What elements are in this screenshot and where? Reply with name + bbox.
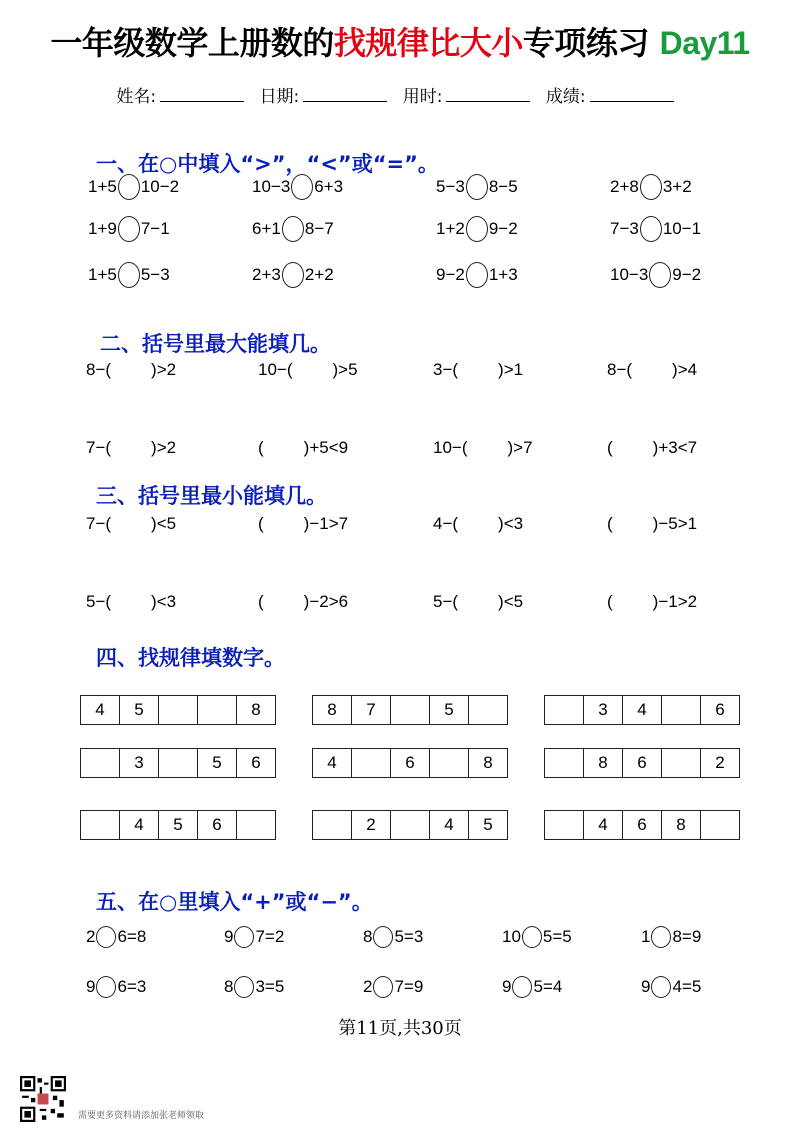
paren-left: 5−( xyxy=(86,592,112,611)
operand-right: 6=3 xyxy=(117,977,147,996)
operator-item xyxy=(86,976,146,998)
title-part3: 专项练习 xyxy=(522,24,660,62)
compare-item xyxy=(88,174,179,200)
date-field[interactable] xyxy=(303,87,387,102)
expr-right: 3+2 xyxy=(662,177,692,196)
paren-right: )<5 xyxy=(151,514,177,533)
paren-right: )>2 xyxy=(151,360,177,379)
blank-box[interactable] xyxy=(544,748,584,778)
compare-item xyxy=(88,216,170,242)
operand-left: 2 xyxy=(363,977,373,996)
expr-left: 1+5 xyxy=(88,265,117,284)
blank-box[interactable] xyxy=(80,810,120,840)
paren-item xyxy=(86,592,176,612)
compare-item xyxy=(436,262,518,288)
expr-right: 7−1 xyxy=(140,219,170,238)
title-part2: 找规律比大小 xyxy=(333,24,523,62)
operand-right: 5=3 xyxy=(394,927,424,946)
blank-box[interactable] xyxy=(351,748,391,778)
paren-item xyxy=(86,360,176,380)
paren-item xyxy=(607,438,697,458)
paren-left: 4−( xyxy=(433,514,459,533)
answer-circle[interactable] xyxy=(466,216,488,242)
number-box: 4 xyxy=(312,748,352,778)
operator-item xyxy=(224,926,284,948)
paren-item xyxy=(433,360,523,380)
expr-right: 9−2 xyxy=(488,219,518,238)
answer-circle[interactable] xyxy=(118,174,140,200)
section1-header: 一、在○中填入“>”，“<”或“=”。 xyxy=(96,152,439,176)
expr-right: 5−3 xyxy=(140,265,170,284)
number-box: 8 xyxy=(236,695,276,725)
answer-circle[interactable] xyxy=(640,216,662,242)
number-box-row xyxy=(544,810,740,840)
operator-item xyxy=(363,926,423,948)
paren-left: 10−( xyxy=(433,438,468,457)
expr-left: 5−3 xyxy=(436,177,465,196)
paren-left: ( xyxy=(258,438,264,457)
operator-circle[interactable] xyxy=(96,926,116,948)
operand-right: 7=9 xyxy=(394,977,424,996)
expr-left: 2+8 xyxy=(610,177,639,196)
paren-item xyxy=(433,514,523,534)
expr-left: 1+5 xyxy=(88,177,117,196)
paren-right: )>2 xyxy=(151,438,177,457)
compare-item xyxy=(436,216,518,242)
compare-item xyxy=(610,216,701,242)
time-label: 用时: xyxy=(402,87,443,107)
operand-left: 8 xyxy=(363,927,373,946)
expr-left: 10−3 xyxy=(610,265,649,284)
operator-item xyxy=(641,926,701,948)
operand-left: 9 xyxy=(641,977,651,996)
number-box: 6 xyxy=(622,748,662,778)
blank-box[interactable] xyxy=(158,748,198,778)
paren-right: )<3 xyxy=(151,592,177,611)
expr-right: 6+3 xyxy=(314,177,344,196)
answer-circle[interactable] xyxy=(466,174,488,200)
expr-left: 1+9 xyxy=(88,219,117,238)
number-box: 6 xyxy=(700,695,740,725)
expr-right: 10−2 xyxy=(140,177,180,196)
operator-item xyxy=(641,976,701,998)
blank-box[interactable] xyxy=(390,810,430,840)
number-box: 6 xyxy=(236,748,276,778)
paren-item xyxy=(258,592,348,612)
answer-circle[interactable] xyxy=(291,174,313,200)
section3-header: 三、括号里最小能填几。 xyxy=(96,484,327,508)
blank-box[interactable] xyxy=(80,748,120,778)
paren-left: 5−( xyxy=(433,592,459,611)
operator-item xyxy=(224,976,284,998)
qr-code-icon xyxy=(20,1076,66,1122)
paren-item xyxy=(86,514,176,534)
operand-right: 8=9 xyxy=(672,927,702,946)
paren-right: )>7 xyxy=(507,438,533,457)
answer-circle[interactable] xyxy=(640,174,662,200)
number-box-row xyxy=(80,810,276,840)
operand-right: 5=5 xyxy=(542,927,572,946)
name-label: 姓名: xyxy=(116,87,157,107)
operator-circle[interactable] xyxy=(96,976,116,998)
operand-left: 10 xyxy=(502,927,521,946)
compare-item xyxy=(252,262,334,288)
number-box: 5 xyxy=(468,810,508,840)
paren-item xyxy=(258,514,348,534)
answer-circle[interactable] xyxy=(466,262,488,288)
number-box-row xyxy=(80,695,276,725)
number-box: 6 xyxy=(390,748,430,778)
operand-left: 1 xyxy=(641,927,651,946)
expr-left: 1+2 xyxy=(436,219,465,238)
operand-left: 2 xyxy=(86,927,96,946)
number-box: 8 xyxy=(583,748,623,778)
paren-item xyxy=(258,438,348,458)
paren-item xyxy=(86,438,176,458)
paren-right: )<5 xyxy=(498,592,524,611)
operand-right: 7=2 xyxy=(255,927,285,946)
paren-right: )+5<9 xyxy=(303,438,349,457)
paren-right: )+3<7 xyxy=(652,438,698,457)
blank-box[interactable] xyxy=(236,810,276,840)
paren-item xyxy=(607,514,697,534)
operand-left: 9 xyxy=(502,977,512,996)
paren-item xyxy=(433,438,533,458)
expr-right: 9−2 xyxy=(672,265,702,284)
expr-right: 2+2 xyxy=(304,265,334,284)
footer-note: 需要更多资料请添加张老师领取 xyxy=(78,1111,205,1121)
blank-box[interactable] xyxy=(468,695,508,725)
expr-right: 8−7 xyxy=(304,219,334,238)
expr-right: 1+3 xyxy=(488,265,518,284)
number-box-row xyxy=(544,695,740,725)
operand-right: 5=4 xyxy=(533,977,563,996)
compare-item xyxy=(88,262,170,288)
section2-header: 二、括号里最大能填几。 xyxy=(100,332,331,356)
operand-left: 9 xyxy=(224,927,234,946)
blank-box[interactable] xyxy=(429,748,469,778)
score-field[interactable] xyxy=(590,87,674,102)
paren-right: )>1 xyxy=(498,360,524,379)
number-box-row xyxy=(544,748,740,778)
answer-circle[interactable] xyxy=(282,216,304,242)
title-part4: Day11 xyxy=(659,25,750,61)
number-box: 2 xyxy=(351,810,391,840)
operator-circle[interactable] xyxy=(651,926,671,948)
expr-left: 6+1 xyxy=(252,219,281,238)
number-box: 3 xyxy=(583,695,623,725)
number-box: 8 xyxy=(312,695,352,725)
operator-circle[interactable] xyxy=(522,926,542,948)
blank-box[interactable] xyxy=(197,695,237,725)
operator-circle[interactable] xyxy=(651,976,671,998)
number-box: 6 xyxy=(622,810,662,840)
operator-item xyxy=(502,926,572,948)
title-part1: 一年级数学上册数的 xyxy=(50,24,334,62)
operator-item xyxy=(363,976,423,998)
number-box-row xyxy=(312,810,508,840)
expr-left: 2+3 xyxy=(252,265,281,284)
operator-item xyxy=(86,926,146,948)
date-label: 日期: xyxy=(259,87,300,107)
paren-left: ( xyxy=(607,438,613,457)
blank-box[interactable] xyxy=(661,695,701,725)
number-box: 8 xyxy=(661,810,701,840)
section5-header: 五、在○里填入“+”或“−”。 xyxy=(96,890,373,914)
number-box: 5 xyxy=(197,748,237,778)
answer-circle[interactable] xyxy=(282,262,304,288)
paren-right: )>5 xyxy=(332,360,358,379)
answer-circle[interactable] xyxy=(118,262,140,288)
page-title xyxy=(0,18,800,64)
operand-right: 4=5 xyxy=(672,977,702,996)
blank-box[interactable] xyxy=(158,695,198,725)
paren-right: )−1>7 xyxy=(303,514,349,533)
number-box-row xyxy=(312,695,508,725)
page-footer: 第11页,共30页 xyxy=(338,1018,462,1039)
paren-left: ( xyxy=(258,514,264,533)
operator-circle[interactable] xyxy=(234,926,254,948)
blank-box[interactable] xyxy=(544,810,584,840)
paren-left: ( xyxy=(607,514,613,533)
operator-circle[interactable] xyxy=(234,976,254,998)
number-box: 5 xyxy=(158,810,198,840)
score-label: 成绩: xyxy=(545,87,586,107)
expr-left: 9−2 xyxy=(436,265,465,284)
number-box: 5 xyxy=(429,695,469,725)
operand-right: 3=5 xyxy=(255,977,285,996)
paren-item xyxy=(607,360,697,380)
number-box: 4 xyxy=(80,695,120,725)
answer-circle[interactable] xyxy=(118,216,140,242)
expr-right: 10−1 xyxy=(662,219,702,238)
section4-header: 四、找规律填数字。 xyxy=(96,646,285,670)
operand-left: 8 xyxy=(224,977,234,996)
compare-item xyxy=(252,216,334,242)
expr-right: 8−5 xyxy=(488,177,518,196)
operator-circle[interactable] xyxy=(512,976,532,998)
answer-circle[interactable] xyxy=(649,262,671,288)
blank-box[interactable] xyxy=(700,810,740,840)
paren-left: 3−( xyxy=(433,360,459,379)
compare-item xyxy=(610,262,701,288)
number-box: 3 xyxy=(119,748,159,778)
number-box: 8 xyxy=(468,748,508,778)
number-box-row xyxy=(312,748,508,778)
paren-item xyxy=(258,360,358,380)
paren-right: )−5>1 xyxy=(652,514,698,533)
compare-item xyxy=(610,174,692,200)
blank-box[interactable] xyxy=(544,695,584,725)
operand-left: 9 xyxy=(86,977,96,996)
number-box: 4 xyxy=(583,810,623,840)
expr-left: 7−3 xyxy=(610,219,639,238)
name-field[interactable] xyxy=(160,87,244,102)
operand-right: 6=8 xyxy=(117,927,147,946)
blank-box[interactable] xyxy=(312,810,352,840)
number-box: 7 xyxy=(351,695,391,725)
paren-right: )>4 xyxy=(672,360,698,379)
number-box: 6 xyxy=(197,810,237,840)
blank-box[interactable] xyxy=(390,695,430,725)
paren-left: 8−( xyxy=(86,360,112,379)
compare-item xyxy=(436,174,518,200)
paren-left: 7−( xyxy=(86,438,112,457)
number-box: 4 xyxy=(622,695,662,725)
paren-right: )<3 xyxy=(498,514,524,533)
blank-box[interactable] xyxy=(661,748,701,778)
paren-right: )−2>6 xyxy=(303,592,349,611)
number-box: 2 xyxy=(700,748,740,778)
paren-left: ( xyxy=(258,592,264,611)
paren-item xyxy=(607,592,697,612)
paren-left: ( xyxy=(607,592,613,611)
compare-item xyxy=(252,174,343,200)
paren-right: )−1>2 xyxy=(652,592,698,611)
operator-item xyxy=(502,976,562,998)
paren-left: 7−( xyxy=(86,514,112,533)
operator-circle[interactable] xyxy=(373,926,393,948)
paren-left: 10−( xyxy=(258,360,293,379)
number-box: 4 xyxy=(429,810,469,840)
number-box-row xyxy=(80,748,276,778)
expr-left: 10−3 xyxy=(252,177,291,196)
operator-circle[interactable] xyxy=(373,976,393,998)
number-box: 5 xyxy=(119,695,159,725)
info-line xyxy=(0,82,800,107)
paren-left: 8−( xyxy=(607,360,633,379)
paren-item xyxy=(433,592,523,612)
time-field[interactable] xyxy=(446,87,530,102)
number-box: 4 xyxy=(119,810,159,840)
